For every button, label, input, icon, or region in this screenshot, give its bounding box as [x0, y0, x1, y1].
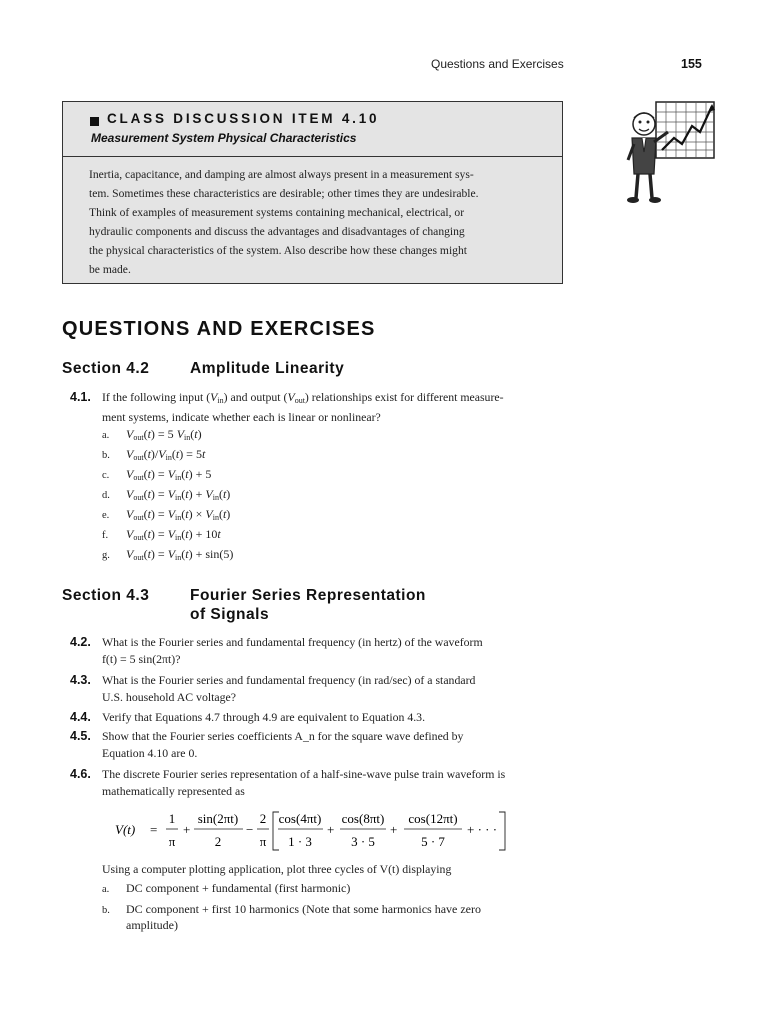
question-number: 4.2. — [70, 635, 91, 649]
item-text: DC component + first 10 harmonics (Note that some harmonics have zero — [126, 902, 482, 916]
running-title: Questions and Exercises — [431, 57, 564, 71]
plus-sign: + — [183, 822, 191, 837]
question-text — [102, 766, 562, 800]
discussion-line: be made. — [89, 263, 131, 276]
question-4-1-item — [102, 547, 233, 562]
discussion-line: tem. Sometimes these characteristics are desirable; other times they are undesirable. — [89, 187, 479, 200]
discussion-subtitle: Measurement System Physical Characteristics — [91, 131, 357, 145]
right-bracket — [499, 812, 505, 850]
class-discussion-box — [62, 101, 563, 284]
question-line: What is the Fourier series and fundamental frequency (in rad/sec) of a standard — [102, 673, 476, 687]
plot-item-b — [102, 902, 481, 917]
formula-den: 2 — [214, 834, 222, 849]
question-line-text: f(t) = 5 sin(2πt)? — [102, 652, 181, 666]
formula-ellipsis: + · · · — [467, 822, 498, 837]
discussion-line: hydraulic components and discuss the advantages and disadvantages of changing — [89, 225, 465, 238]
question-text — [102, 672, 562, 706]
question-text-part: ) relationships exist for different measure- — [304, 390, 504, 404]
plus-sign: + — [390, 822, 398, 837]
question-4-1-item — [102, 507, 230, 522]
formula-num: sin(2πt) — [197, 811, 239, 826]
section-title: Amplitude Linearity — [190, 360, 345, 377]
item-equation: $V_{out}(t) = V_{in}(t) \times V_{in}(t)$ — [126, 507, 231, 522]
presenter-chart-illustration — [622, 94, 720, 206]
question-text — [102, 709, 562, 726]
question-number: 4.4. — [70, 710, 91, 724]
question-text-part: ment systems, indicate whether each is linear or nonlinear? — [102, 410, 381, 424]
item-letter: g. — [102, 550, 110, 561]
discussion-line: the physical characteristics of the system. Also describe how these changes might — [89, 244, 467, 257]
item-letter: e. — [102, 510, 110, 521]
item-letter: a. — [102, 884, 110, 895]
item-text: DC component + fundamental (first harmonic) — [126, 881, 351, 895]
section-heading-4-3 — [62, 587, 426, 623]
section-title: Fourier Series Representation — [190, 587, 426, 604]
section-number: Section 4.2 — [62, 360, 150, 377]
question-line: mathematically represented as — [102, 784, 245, 798]
discussion-title: CLASS DISCUSSION ITEM 4.10 — [107, 111, 380, 126]
question-number: 4.1. — [70, 390, 91, 404]
question-text: If the following input $(V_{in})$ and output $(V_{out})$ relationships exist for different measure- ment systems, indicate whether each is linear or nonlinear? — [102, 389, 562, 426]
formula-num: 1 — [168, 811, 176, 826]
running-header — [0, 57, 768, 73]
question-line: The discrete Fourier series representation of a half-sine-wave pulse train waveform is — [102, 767, 506, 781]
question-text-part: ) and output ( — [223, 390, 288, 404]
formula-num: cos(8πt) — [341, 811, 385, 826]
item-letter: a. — [102, 430, 110, 441]
section-title-line2: of Signals — [190, 606, 270, 623]
discussion-box-header — [63, 102, 562, 157]
section-number: Section 4.3 — [62, 587, 150, 604]
question-4-1-item — [102, 487, 230, 502]
section-heading-4-2 — [62, 360, 344, 378]
formula-den: 5 · 7 — [421, 834, 445, 849]
plus-sign: + — [327, 822, 335, 837]
plot-instruction-text: Using a computer plotting application, plot three cycles of V(t) displaying — [102, 862, 452, 876]
formula-lhs: V(t) — [115, 822, 136, 837]
question-line: What is the Fourier series and fundamental frequency (in hertz) of the waveform — [102, 635, 483, 649]
formula-den: 1 · 3 — [288, 834, 312, 849]
question-number: 4.6. — [70, 767, 91, 781]
formula-num: cos(12πt) — [408, 811, 458, 826]
square-bullet-icon — [90, 117, 99, 126]
discussion-line: Inertia, capacitance, and damping are almost always present in a measurement sys- — [89, 168, 474, 181]
item-equation: $V_{out}(t) = 5$ $V_{in}(t)$ — [126, 427, 202, 442]
plot-item-b-cont — [126, 918, 178, 933]
discussion-line: Think of examples of measurement systems containing mechanical, electrical, or — [89, 206, 465, 219]
question-4-1 — [62, 389, 562, 423]
item-equation: $V_{out}(t) = V_{in}(t) + 5$ — [126, 467, 212, 482]
item-equation: $V_{out}(t) = V_{in}(t) + \sin(5)$ — [126, 547, 234, 562]
formula-num: 2 — [259, 811, 267, 826]
item-letter: b. — [102, 905, 110, 916]
item-equation: $V_{out}(t) = V_{in}(t) + V_{in}(t)$ — [126, 487, 231, 502]
question-4-1-item — [102, 527, 221, 542]
question-number: 4.3. — [70, 673, 91, 687]
formula-den: 3 · 5 — [351, 834, 375, 849]
question-number: 4.5. — [70, 729, 91, 743]
question-line: Equation 4.10 are 0. — [102, 746, 198, 760]
question-text — [102, 634, 562, 668]
item-equation: $V_{out}(t) = V_{in}(t) + 10t$ — [126, 527, 221, 542]
question-4-1-item — [102, 447, 205, 462]
formula-num: cos(4πt) — [278, 811, 322, 826]
formula-den: π — [168, 834, 176, 849]
item-letter: c. — [102, 470, 110, 481]
question-text-part: If the following input ( — [102, 390, 211, 404]
page-number: 155 — [681, 57, 702, 71]
item-equation: $V_{out}(t)/V_{in}(t) = 5t$ — [126, 447, 206, 462]
formula-den: π — [259, 834, 267, 849]
question-line — [102, 651, 562, 668]
question-text — [102, 728, 562, 762]
item-letter: f. — [102, 530, 109, 541]
minus-sign: − — [246, 822, 254, 837]
formula-equals: = — [150, 822, 158, 837]
fourier-series-formula — [115, 808, 515, 858]
question-4-1-item — [102, 427, 202, 442]
question-line: U.S. household AC voltage? — [102, 690, 237, 704]
page-title: QUESTIONS AND EXERCISES — [62, 318, 376, 340]
item-letter: b. — [102, 450, 110, 461]
item-text: amplitude) — [126, 918, 178, 932]
discussion-body — [89, 165, 544, 279]
question-4-1-item — [102, 467, 211, 482]
question-line: Verify that Equations 4.7 through 4.9 are equivalent to Equation 4.3. — [102, 710, 426, 724]
item-letter: d. — [102, 490, 110, 501]
plot-item-a — [102, 881, 350, 896]
question-line: Show that the Fourier series coefficients A_n for the square wave defined by — [102, 729, 464, 743]
